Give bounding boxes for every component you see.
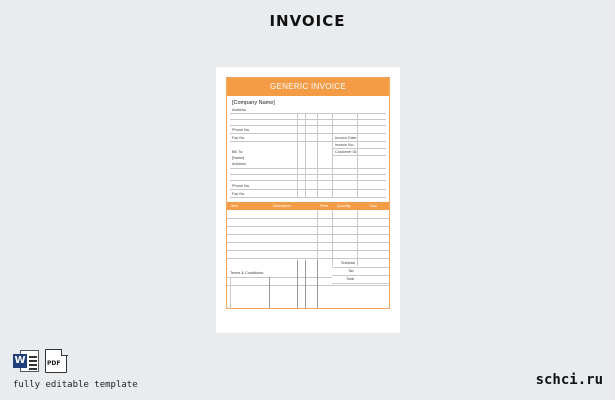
company-name: [Company Name] xyxy=(232,100,275,106)
bill-to-name: [Name] xyxy=(232,156,245,160)
invoice-date-label: Invoice Date: xyxy=(335,136,358,140)
format-icons xyxy=(13,349,67,373)
total-label: Total xyxy=(346,277,355,281)
bill-to-fax: Fax No. xyxy=(232,192,246,196)
tagline: fully editable template xyxy=(13,380,138,390)
column-quantity: Quantity xyxy=(337,204,351,208)
column-item: Item xyxy=(231,204,238,208)
bill-to-label: Bill To: xyxy=(232,150,244,154)
word-icon: W xyxy=(13,349,39,373)
bill-to-address: Address xyxy=(232,162,246,166)
subtotal-label: Subtotal xyxy=(341,261,355,265)
items-table-header xyxy=(227,202,389,210)
company-fax: Fax No. xyxy=(232,136,246,140)
customer-id-label: Customer ID: xyxy=(335,150,358,154)
company-address: Address xyxy=(232,108,246,112)
column-total: Total xyxy=(369,204,377,208)
invoice-preview xyxy=(216,67,400,333)
invoice-no-label: Invoice No.: xyxy=(335,143,356,147)
company-phone: Phone No. xyxy=(232,128,250,132)
tax-label: Tax xyxy=(348,269,354,273)
brand-logo[interactable]: schci.ru xyxy=(535,372,603,388)
page-title: INVOICE xyxy=(269,12,346,30)
column-description: Description xyxy=(273,204,291,208)
pdf-icon: PDF xyxy=(45,349,67,373)
column-price: Price xyxy=(320,204,329,208)
invoice-sheet xyxy=(226,77,390,309)
bill-to-phone: Phone No. xyxy=(232,184,250,188)
terms-label: Terms & Conditions: xyxy=(230,271,264,275)
invoice-header: GENERIC INVOICE xyxy=(227,78,389,96)
